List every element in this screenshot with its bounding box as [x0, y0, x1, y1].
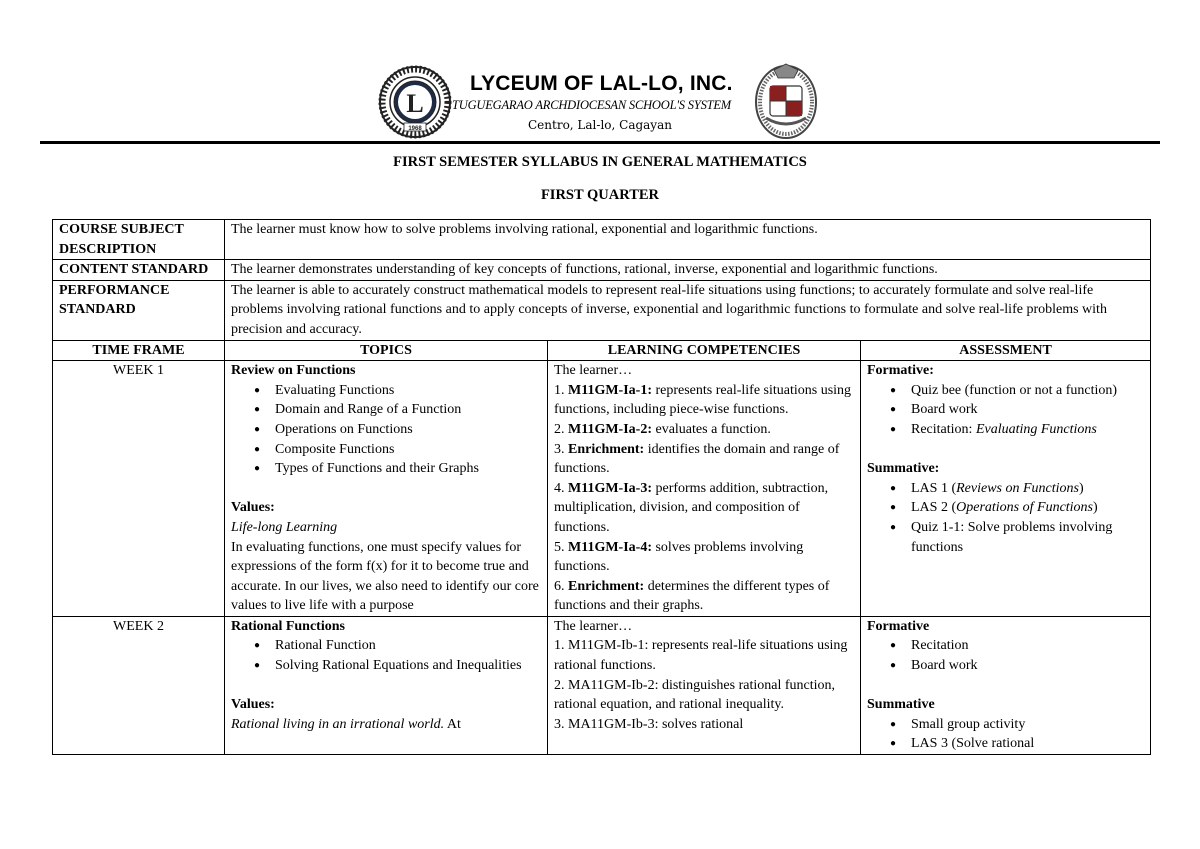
competency-item: 3. MA11GM-Ib-3: solves rational: [554, 716, 744, 732]
formative-label: Formative: [867, 618, 930, 634]
header-rule: [40, 141, 1160, 144]
list-item: ● LAS 1 (Reviews on Functions): [911, 479, 1144, 499]
archdiocese-seal-icon: [754, 62, 818, 140]
list-item: ● Recitation: [911, 636, 1144, 656]
column-header: TOPICS: [225, 340, 548, 361]
competency-intro: The learner…: [554, 363, 633, 379]
assessment-cell: [861, 361, 1151, 617]
syllabus-title: FIRST SEMESTER SYLLABUS IN GENERAL MATHEMATICS: [393, 154, 807, 170]
standard-label: COURSE SUBJECT DESCRIPTION: [53, 220, 225, 260]
school-system: TUGUEGARAO ARCHDIOCESAN SCHOOL'S SYSTEM: [452, 98, 732, 112]
summative-label: Summative:: [867, 461, 940, 477]
topics-cell: [225, 616, 548, 754]
standard-label: CONTENT STANDARD: [53, 260, 225, 281]
values-text: Rational living in an irrational world. At: [231, 716, 461, 732]
syllabus-table: [52, 219, 1151, 755]
list-item: ● Solving Rational Equations and Inequalities: [275, 656, 541, 676]
formative-label: Formative:: [867, 363, 934, 379]
list-item: ● Evaluating Functions: [275, 381, 541, 401]
list-item: ● Small group activity: [911, 715, 1144, 735]
list-item: ● Quiz 1-1: Solve problems involving functions: [911, 518, 1144, 557]
values-label: Values:: [231, 697, 275, 713]
standard-row: [53, 260, 1151, 281]
competencies-cell: [548, 616, 861, 754]
list-item: ● LAS 2 (Operations of Functions): [911, 498, 1144, 518]
svg-text:L: L: [406, 89, 424, 118]
competency-item: 2. MA11GM-Ib-2: distinguishes rational function, rational equation, and rational inequality.: [554, 677, 836, 713]
list-item: ● LAS 3 (Solve rational: [911, 734, 1144, 753]
standard-label: PERFORMANCE STANDARD: [53, 280, 225, 340]
column-header-row: [53, 340, 1151, 361]
standard-text: The learner must know how to solve problems involving rational, exponential and logarithmic functions.: [225, 220, 1151, 260]
school-name: LYCEUM OF LAL-LO, INC.: [470, 72, 733, 95]
list-item: ● Recitation: Evaluating Functions: [911, 420, 1144, 440]
quarter-title: FIRST QUARTER: [540, 187, 660, 203]
list-item: ● Composite Functions: [275, 440, 541, 460]
topics-cell: [225, 361, 548, 617]
list-item: ● Board work: [911, 400, 1144, 420]
competency-item: 3. Enrichment: identifies the domain and range of functions.: [554, 441, 840, 477]
competency-item: 5. M11GM-Ia-4: solves problems involving functions.: [554, 539, 804, 575]
competency-intro: The learner…: [554, 618, 633, 634]
formative-list: [867, 381, 1144, 440]
assessment-cell: [861, 616, 1151, 754]
topic-list: [231, 381, 541, 479]
list-item: ● Operations on Functions: [275, 420, 541, 440]
topic-title: Rational Functions: [231, 618, 345, 634]
topic-title: Review on Functions: [231, 363, 356, 379]
standard-text: The learner is able to accurately construct mathematical models to represent real-life situations using functions; to accurately formulate and solve real-life problems involving rational functions and to apply concepts of inverse, exponential and logarithmic functions to formulate and solve real-life problems with precision and accuracy.: [225, 280, 1151, 340]
week-row: [53, 616, 1151, 754]
list-item: ● Domain and Range of a Function: [275, 400, 541, 420]
list-item: ● Quiz bee (function or not a function): [911, 381, 1144, 401]
formative-list: [867, 636, 1144, 675]
topic-list: [231, 636, 541, 675]
summative-label: Summative: [867, 697, 935, 713]
svg-text:1968: 1968: [408, 126, 422, 132]
competency-item: 2. M11GM-Ia-2: evaluates a function.: [554, 421, 771, 437]
standard-row: [53, 220, 1151, 260]
standard-row: [53, 280, 1151, 340]
column-header: TIME FRAME: [53, 340, 225, 361]
time-frame: WEEK 1: [53, 361, 225, 617]
values-label: Values:: [231, 500, 275, 516]
standard-text: The learner demonstrates understanding of key concepts of functions, rational, inverse, exponential and logarithmic functions.: [225, 260, 1151, 281]
competency-item: 1. M11GM-Ib-1: represents real-life situations using rational functions.: [554, 638, 848, 674]
competency-item: 6. Enrichment: determines the different types of functions and their graphs.: [554, 578, 830, 614]
list-item: ● Board work: [911, 656, 1144, 676]
list-item: ● Rational Function: [275, 636, 541, 656]
competencies-cell: [548, 361, 861, 617]
time-frame: WEEK 2: [53, 616, 225, 754]
week-row: [53, 361, 1151, 617]
school-location: Centro, Lal-lo, Cagayan: [528, 118, 672, 132]
column-header: ASSESSMENT: [861, 340, 1151, 361]
values-text: In evaluating functions, one must specify values for expressions of the form f(x) for it to become true and accurate. In our lives, we also need to identify our core values to live life with a purpose: [231, 539, 539, 614]
school-seal-icon: [378, 65, 452, 139]
values-title: Life-long Learning: [231, 519, 338, 535]
summative-list: [867, 715, 1144, 754]
competency-item: 4. M11GM-Ia-3: performs addition, subtraction, multiplication, division, and composition of functions.: [554, 480, 829, 535]
letterhead: [0, 62, 1200, 142]
column-header: LEARNING COMPETENCIES: [548, 340, 861, 361]
list-item: ● Types of Functions and their Graphs: [275, 459, 541, 479]
summative-list: [867, 479, 1144, 557]
competency-item: 1. M11GM-Ia-1: represents real-life situations using functions, including piece-wise functions.: [554, 382, 852, 418]
